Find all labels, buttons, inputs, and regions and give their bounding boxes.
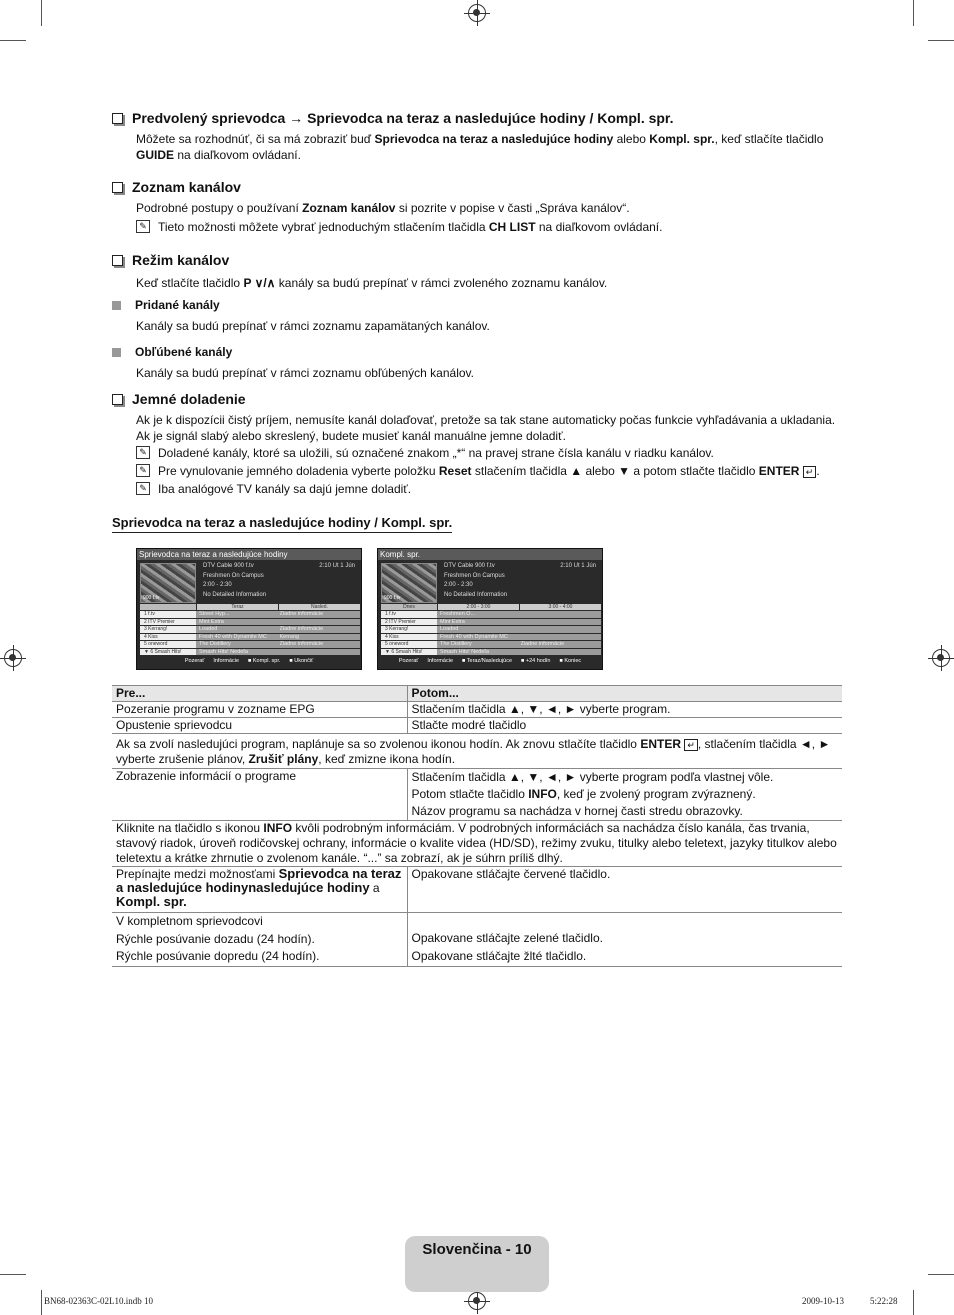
print-time: 5:22:28 [870,1296,898,1306]
crop-mark [913,1290,914,1315]
screen-title: Kompl. spr. [378,549,602,560]
section-heading: Predvolený sprievodca → Sprievodca na teraz a nasledujúce hodiny / Kompl. spr. [112,110,842,126]
section-body: Môžete sa rozhodnúť, či sa má zobraziť buď Sprievodca na teraz a nasledujúce hodiny alebo Kompl. spr., keď stlačíte tlačidlo GUIDE na diaľkovom ovládaní. [136,132,824,162]
guide-row[interactable]: 1 f.tv Freshmen O... [381,611,601,619]
section-body: Ak je k dispozícii čistý príjem, nemusíte kanál dolaďovať, pretože sa tak stane automaticky počas funkcie vyhľadávania a ukladania. Ak je signál slabý alebo skreslený, budete musieť kanál manuálne jemne doladiť. [136,413,836,443]
print-date: 2009-10-13 [802,1296,844,1306]
table-row: Prepínajte medzi možnosťami Sprievodca na teraz a nasledujúce hodinynasledujúce hodiny a Kompl. spr. Opakovane stláčajte červené tlačidlo. [112,867,842,913]
registration-mark-icon [4,649,22,667]
guide-row[interactable]: 4 Kiss Fresh 40 with Dynamite MC [381,634,601,642]
note: ✎ Pre vynulovanie jemného doladenia vyberte položku Reset stlačením tlačidla ▲ alebo ▼ a potom stlačte tlačidlo ENTER ↵ . [136,462,842,480]
page-number-tab: Slovenčina - 10 [405,1236,549,1292]
guide-header: Dnes 2:00 - 3:00 3:00 - 4:00 [381,604,601,610]
note: ✎ Doladené kanály, ktoré sa uložili, sú označené znakom „*“ na pravej strane čísla kanálu v riadku kanálov. [136,444,842,462]
preview-thumbnail: 900 f.tv [140,563,196,603]
enter-key-icon: ↵ [684,739,698,751]
section-channel-list [112,179,842,236]
section-heading: Jemné doladenie [112,391,842,407]
screen-title: Sprievodca na teraz a nasledujúce hodiny [137,549,361,560]
note-icon: ✎ [136,464,150,477]
section-heading: Režim kanálov [112,252,842,268]
guide-row[interactable]: 2 ITV Premier Mint Extra [140,619,360,627]
table-row: Zobrazenie informácií o programe Stlačením tlačidla ▲, ▼, ◄, ► vyberte program podľa vlastnej vôle. Potom stlačte tlačidlo INFO, keď je zvolený program zvýraznený. Názov programu sa nachádza v hornej časti stredu obrazovky. [112,769,842,821]
section-body: Keď stlačíte tlačidlo P ∨/∧ kanály sa budú prepínať v rámci zvoleného zoznamu kanálov. [136,276,608,290]
instruction-table [112,685,842,967]
tv-screen-now-next [136,548,362,670]
program-info: DTV Cable 900 f.tv 2:10 Ut 1 Jún Freshmen On Campus 2:00 - 2:30 No Detailed Information [444,563,596,598]
subitem-heading: Pridané kanály [112,297,842,313]
guide-row[interactable]: 3 Kerrang! Loaded [381,626,601,634]
preview-thumbnail: 900 f.tv [381,563,437,603]
section-body: Podrobné postupy o používaní Zoznam kanálov si pozrite v popise v časti „Správa kanálov“. [136,201,630,215]
subitem-heading: Obľúbené kanály [112,344,842,360]
crop-mark [41,1290,42,1315]
checkbox-icon [112,394,123,405]
table-row: Ak sa zvolí nasledujúci program, naplánuje sa so zvolenou ikonou hodín. Ak znovu stlačíte tlačidlo ENTER ↵ , stlačením tlačidla ◄, ► vyberte zrušenie plánov, Zrušiť plány, keď zmizne ikona hodín. [112,734,842,769]
checkbox-icon [112,182,123,193]
registration-mark-icon [468,1292,486,1310]
table-row: Opustenie sprievodcu Stlačte modré tlačidlo [112,718,842,734]
registration-mark-icon [932,649,950,667]
guide-rows [140,611,360,656]
file-name: BN68-02363C-02L10.indb 10 [44,1296,153,1306]
table-row: Kliknite na tlačidlo s ikonou INFO kvôli podrobným informáciám. V podrobných informáciách sa nachádza číslo kanála, čas trvania, stavový riadok, úroveň rodičovskej ochrany, informácie o kvalite videa (HD/SD), režimy zvuku, titulky alebo teletext, jazyky titulkov alebo teletextu a krátke zhrnutie o zvolenom kanále. “...” sa zobrazí, ak je súhrn príliš dlhý. [112,821,842,867]
square-bullet-icon [112,301,121,310]
registration-mark-icon [468,4,486,22]
section-fine-tune [112,391,842,498]
guide-subheading: Sprievodca na teraz a nasledujúce hodiny / Kompl. spr. [112,515,452,533]
subitem-text: Kanály sa budú prepínať v rámci zoznamu obľúbených kanálov. [136,366,474,380]
section-channel-mode [112,252,842,381]
square-bullet-icon [112,348,121,357]
guide-header: Teraz Nasled. [140,604,360,610]
guide-row[interactable]: 5 oneword The Distillery Žiadne informácie [140,641,360,649]
guide-row[interactable]: ▼ 6 Smash Hits! Smash Hits! Nedeľa [381,649,601,657]
section-default-guide [112,110,842,163]
crop-mark [0,40,26,41]
tv-screen-full-guide [377,548,603,670]
guide-row[interactable]: ▼ 6 Smash Hits! Smash Hits! Nedeľa [140,649,360,657]
note-icon: ✎ [136,220,150,233]
subitem-text: Kanály sa budú prepínať v rámci zoznamu zapamätaných kanálov. [136,319,490,333]
checkbox-icon [112,255,123,266]
screen-footer: Pozerať Informácie ■ Teraz/Nasledujúce ■ +24 hodín ■ Koniec [398,658,582,664]
guide-row[interactable]: 2 ITV Premier Mint Extra [381,619,601,627]
checkbox-icon [112,113,123,124]
program-info: DTV Cable 900 f.tv 2:10 Ut 1 Jún Freshmen On Campus 2:00 - 2:30 No Detailed Information [203,563,355,598]
table-row: V kompletnom sprievodcovi Rýchle posúvanie dozadu (24 hodín). Rýchle posúvanie dopredu (24 hodín). Opakovane stláčajte zelené tlačidlo. Opakovane stláčajte žlté tlačidlo. [112,913,842,967]
crop-mark [913,0,914,26]
screen-footer: Pozerať Informácie ■ Kompl. spr. ■ Ukončiť [184,658,314,664]
enter-key-icon: ↵ [803,466,817,478]
table-header-row: Pre... Potom... [112,686,842,702]
table-row: Pozeranie programu v zozname EPG Stlačením tlačidla ▲, ▼, ◄, ► vyberte program. [112,702,842,718]
crop-mark [928,1274,954,1275]
guide-row[interactable]: 4 Kiss Fresh 40 with Dynamite MC Kerrang [140,634,360,642]
guide-rows [381,611,601,656]
crop-mark [41,0,42,26]
crop-mark [928,40,954,41]
guide-row[interactable]: 3 Kerrang! Loaded Žiadne informácie [140,626,360,634]
note-icon: ✎ [136,446,150,459]
note: ✎ Tieto možnosti môžete vybrať jednoduchým stlačením tlačidla CH LIST na diaľkovom ovládaní. [136,218,842,236]
guide-row[interactable]: 1 f.tv Street Hyp... Žiadne informácie [140,611,360,619]
guide-row[interactable]: 5 oneword The Distillery Žiadne informácie [381,641,601,649]
note-icon: ✎ [136,482,150,495]
note: ✎ Iba analógové TV kanály sa dajú jemne doladiť. [136,480,842,498]
crop-mark [0,1274,26,1275]
section-heading: Zoznam kanálov [112,179,842,195]
